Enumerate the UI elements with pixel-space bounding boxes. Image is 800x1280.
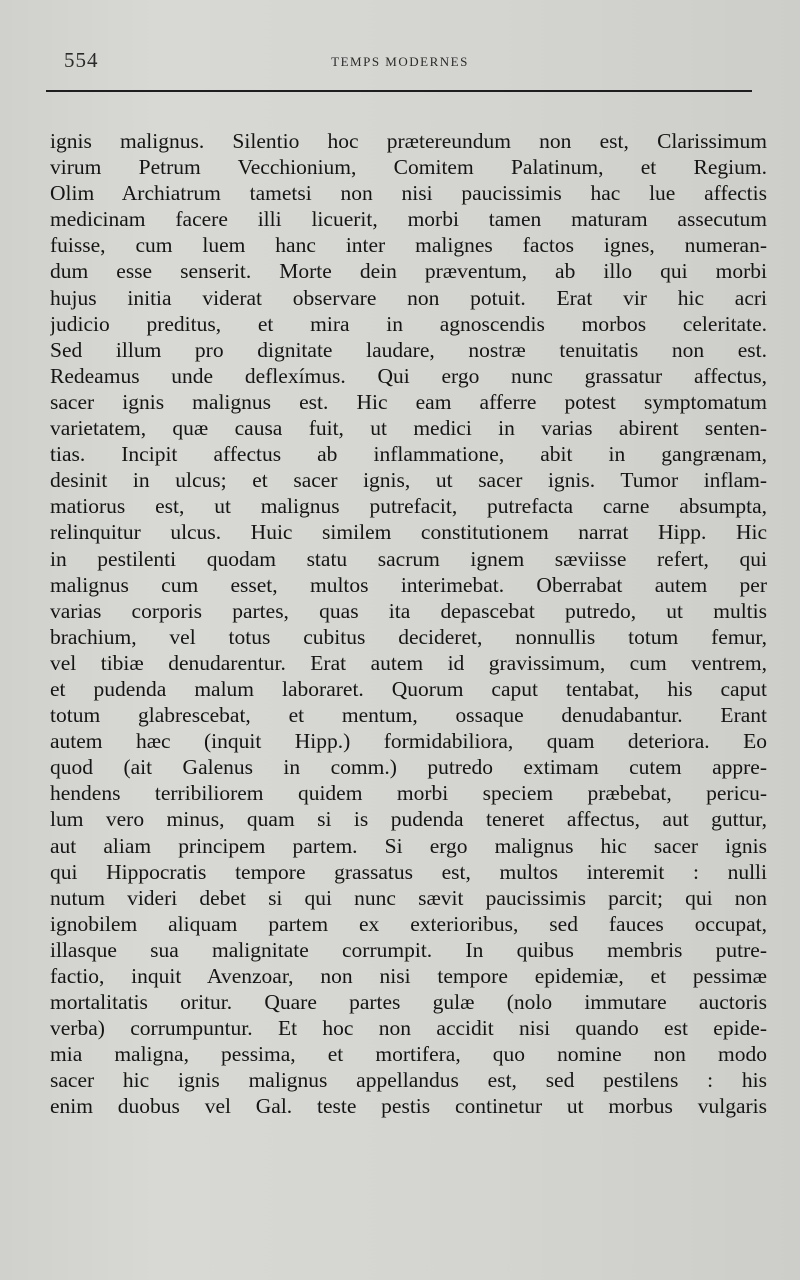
- page-number: 554: [64, 48, 99, 72]
- text-line: dum esse senserit. Morte dein præventum, ab illo qui morbi: [50, 259, 767, 284]
- text-line: qui Hippocratis tempore grassatus est, multos interemit : nulli: [50, 859, 767, 884]
- text-line: autem hæc (inquit Hipp.) formidabiliora, quam deteriora. Eo: [50, 729, 767, 754]
- text-line: tias. Incipit affectus ab inflammatione, abit in gangrænam,: [50, 442, 767, 467]
- running-head: TEMPS MODERNES: [331, 54, 469, 69]
- text-line: factio, inquit Avenzoar, non nisi tempore epidemiæ, et pessimæ: [50, 964, 767, 988]
- text-line: in pestilenti quodam statu sacrum ignem sæviisse refert, qui: [50, 546, 767, 571]
- text-line: ignobilem aliquam partem ex exterioribus, sed fauces occupat,: [50, 911, 767, 936]
- text-line: mia maligna, pessima, et mortifera, quo nomine non modo: [50, 1042, 767, 1067]
- text-line: quod (ait Galenus in comm.) putredo extimam cutem appre-: [50, 755, 767, 780]
- text-line: vel tibiæ denudarentur. Erat autem id gravissimum, cum ventrem,: [50, 650, 767, 675]
- text-line: aut aliam principem partem. Si ergo malignus hic sacer ignis: [50, 833, 767, 858]
- text-line: desinit in ulcus; et sacer ignis, ut sacer ignis. Tumor inflam-: [50, 468, 767, 493]
- text-line: totum glabrescebat, et mentum, ossaque denudabantur. Erant: [50, 703, 767, 728]
- text-line: mortalitatis oritur. Quare partes gulæ (nolo immutare auctoris: [50, 990, 767, 1015]
- text-line: relinquitur ulcus. Huic similem constitutionem narrat Hipp. Hic: [50, 520, 767, 545]
- text-line: Sed illum pro dignitate laudare, nostræ tenuitatis non est.: [50, 337, 767, 362]
- text-line: medicinam facere illi licuerit, morbi tamen maturam assecutum: [50, 207, 767, 232]
- text-line: Olim Archiatrum tametsi non nisi paucissimis hac lue affectis: [50, 181, 767, 206]
- text-line: malignus cum esset, multos interimebat. Oberrabat autem per: [50, 572, 767, 597]
- text-line: matiorus est, ut malignus putrefacit, putrefacta carne absumpta,: [50, 494, 767, 519]
- text-line: nutum videri debet si qui nunc sævit paucissimis parcit; qui non: [50, 885, 767, 910]
- text-line: sacer hic ignis malignus appellandus est, sed pestilens : his: [50, 1068, 767, 1093]
- text-line: hujus initia viderat observare non potuit. Erat vir hic acri: [50, 285, 767, 310]
- text-line: virum Petrum Vecchionium, Comitem Palatinum, et Regium.: [50, 155, 767, 180]
- text-line: verba) corrumpuntur. Et hoc non accidit nisi quando est epide-: [50, 1016, 767, 1041]
- text-line: sacer ignis malignus est. Hic eam afferre potest symptomatum: [50, 389, 767, 414]
- text-line: enim duobus vel Gal. teste pestis continetur ut morbus vulgaris: [50, 1094, 767, 1119]
- text-line: ignis malignus. Silentio hoc prætereundum non est, Clarissimum: [50, 129, 767, 153]
- text-line: hendens terribiliorem quidem morbi speciem præbebat, pericu-: [50, 781, 767, 806]
- page-header: [0, 46, 800, 76]
- text-line: varias corporis partes, quas ita depascebat putredo, ut multis: [50, 598, 767, 623]
- text-line: judicio preditus, et mira in agnoscendis morbos celeritate.: [50, 311, 767, 336]
- text-line: fuisse, cum luem hanc inter malignes factos ignes, numeran-: [50, 233, 767, 258]
- text-line: illasque sua malignitate corrumpit. In quibus membris putre-: [50, 937, 767, 962]
- text-line: lum vero minus, quam si is pudenda teneret affectus, aut guttur,: [50, 807, 767, 832]
- body-text: [50, 128, 767, 1120]
- text-line: brachium, vel totus cubitus decideret, nonnullis totum femur,: [50, 624, 767, 649]
- text-line: Redeamus unde deflexímus. Qui ergo nunc grassatur affectus,: [50, 363, 767, 388]
- header-rule: [46, 90, 752, 92]
- text-line: varietatem, quæ causa fuit, ut medici in varias abirent senten-: [50, 416, 767, 441]
- text-line: et pudenda malum laboraret. Quorum caput tentabat, his caput: [50, 676, 767, 701]
